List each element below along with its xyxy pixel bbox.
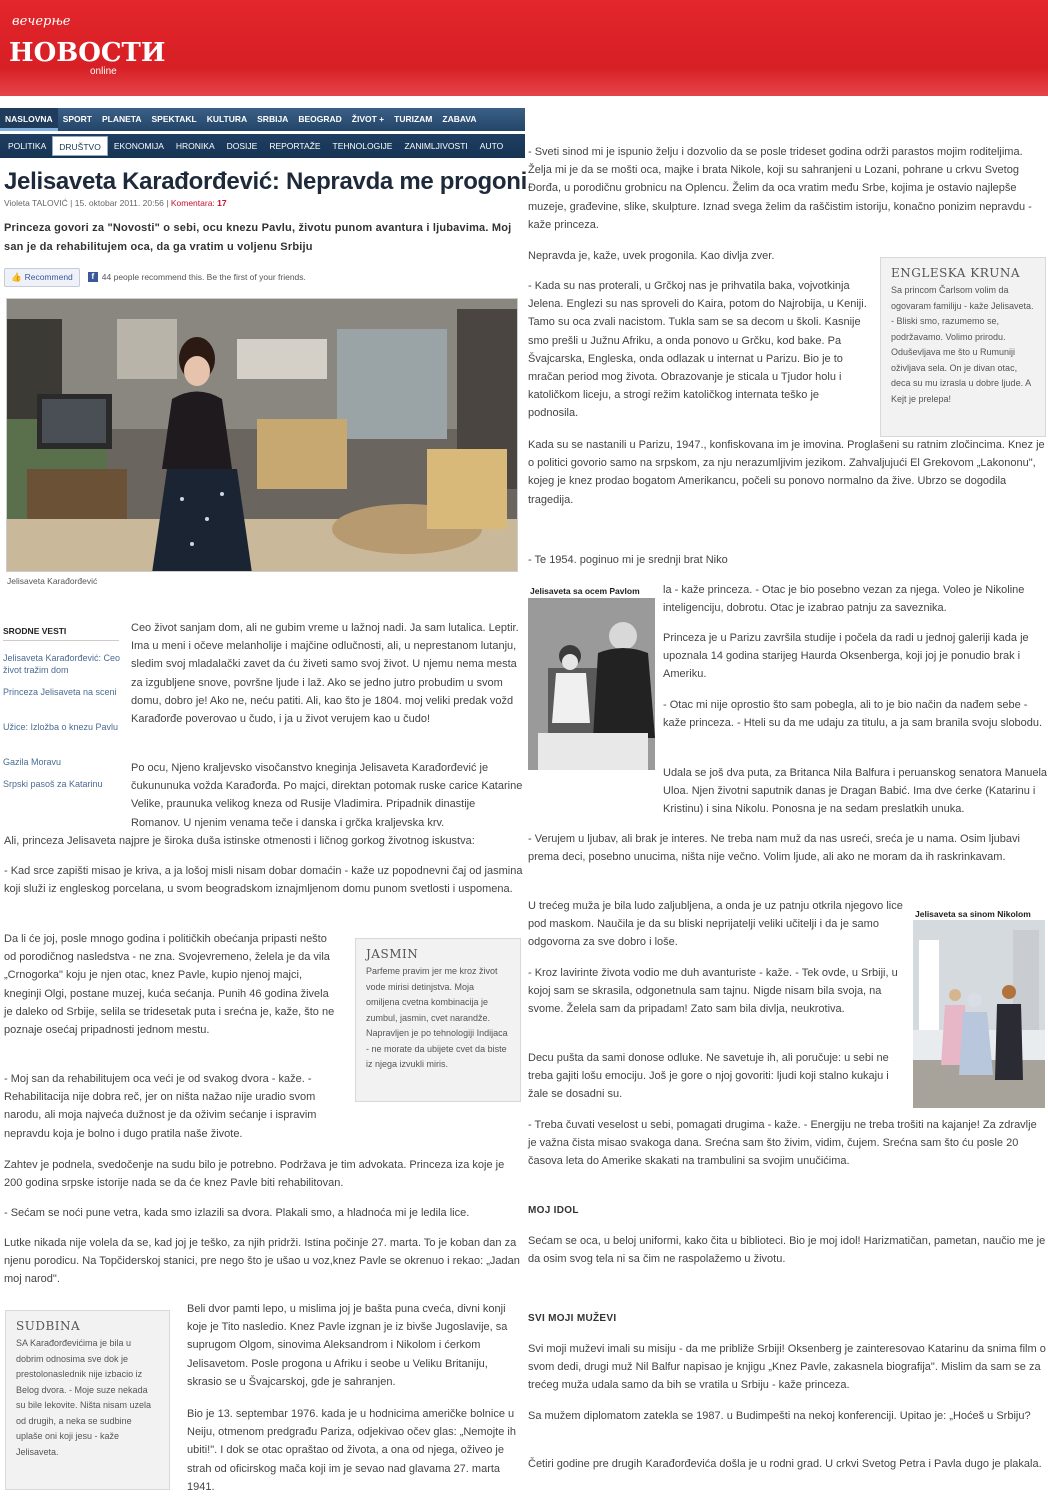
main-photo[interactable] xyxy=(6,298,518,572)
paragraph: Lutke nikada nije volela da se, kad joj je teško, za njih pridrži. Istina počinje 27. marta. To je koban dan za njenu porodicu. Na Topčiderskoj stanici, pre nego što je ušao u voz,knez Pavle se okrenuo i rekao: „Jadan moj narod". xyxy=(4,1237,520,1286)
paragraph: Svi moji muževi imali su misiju - da me približe Srbiji! Oksenberg je zainteresovao Katarinu da snima film o svom dedi, drugi muž Nil Balfur napisao je knjigu „Knez Pavle, zakasnela biografija". Mislim da sam se za trećeg muža udala samo da bih se vratila u Srbiju - kaže princeza. xyxy=(528,1343,1046,1392)
photo-with-father[interactable] xyxy=(528,598,655,770)
subnav-item-politika[interactable]: POLITIKA xyxy=(8,141,47,151)
nav-item-turizam[interactable]: TURIZAM xyxy=(394,114,433,124)
jasmin-box xyxy=(355,938,521,1102)
photo-son-illustration xyxy=(913,920,1045,1108)
publish-date: 15. oktobar 2011. 20:56 xyxy=(74,198,164,208)
author[interactable]: Violeta TALOVIĆ xyxy=(4,198,68,208)
nav-item-naslovna[interactable]: NASLOVNA xyxy=(0,108,58,131)
related-link[interactable]: Jelisaveta Karađorđević: Ceo život tražim dom xyxy=(3,653,121,675)
paragraph: Decu pušta da sami donose odluke. Ne savetuje ih, ali poručuje: u sebi ne treba gajiti lošu emociju. Još je gore o njoj govoriti: ljudi koji stalno kukaju i žale se dosadni su. xyxy=(528,1052,889,1101)
subnav-item-dosije[interactable]: DOSIJE xyxy=(226,141,258,151)
thumbs-up-icon: 👍 xyxy=(11,271,22,282)
comments-link[interactable] xyxy=(171,198,227,208)
article-lead: Princeza govori za "Novosti" o sebi, ocu knezu Pavlu, životu punom avantura i ljubavima. Moj san je da rehabilitujem oca, da ga vratim u voljenu Srbiju xyxy=(4,222,512,253)
section-heading-idol: MOJ IDOL xyxy=(528,1205,579,1216)
sudbina-box xyxy=(5,1310,170,1490)
paragraph: - Kad srce zapišti misao je kriva, a ja lošoj misli nisam dobar domaćin - kaže uz popodnevni čaj od jasmina koji služi iz engleskog porcelana, u svom beogradskom iznajmljenom domu punom svetlosti i uspomena. xyxy=(4,865,523,896)
paragraph: Princeza je u Parizu završila studije i počela da radi u jednoj galeriji kada je upoznala 14 godina starijeg Haurda Oksenberga, koji joj je ponudio brak i Ameriku. xyxy=(663,632,1029,681)
living-room-illustration xyxy=(7,299,518,572)
photo-with-son[interactable] xyxy=(913,920,1045,1108)
box-text: Parfeme pravim jer me kroz život vode mirisi detinjstva. Moja omiljena cvetna kombinacija je zumbul, jasmin, cvet narandže. Napravljen je po tehnologiji Indijaca - ne morate da ubijete cvet da biste iz njega izvukli miris. xyxy=(366,966,508,1069)
related-link[interactable]: Srpski pasoš za Katarinu xyxy=(3,779,103,789)
box-text: SA Karađorđevićima je bila u dobrim odnosima sve dok je prestolonaslednik nije izbacio iz Belog dvora. - Moje suze nekada su bile lekovite. Ništa nisam uzela od drugih, a neka se sudbine uplaše oni koji jesu - kaže Jelisaveta. xyxy=(16,1338,152,1457)
nav-item-život[interactable]: ŽIVOT + xyxy=(351,114,385,124)
engleska-kruna-box xyxy=(880,257,1046,437)
nav-item-srbija[interactable]: SRBIJA xyxy=(257,114,289,124)
facebook-recommend-button[interactable] xyxy=(4,268,80,287)
divider xyxy=(3,640,119,641)
related-link[interactable]: Gazila Moravu xyxy=(3,757,62,767)
paragraph: Kada su se nastanili u Parizu, 1947., konfiskovana im je imovina. Proglašeni su ratnim zločincima. Knez je o politici govorio samo na srpskom, za nju nerazumljivim jezikom. Zahvaljujući El Grekovom „Lakononu", kojeg je knez prodao bogatom Amerikancu, počeli su ponovo normalno da žive. Ubrzo se dogodila tragedija. xyxy=(528,439,1045,506)
photo-caption-father: Jelisaveta sa ocem Pavlom xyxy=(530,586,640,596)
subnav-item-društvo[interactable]: DRUŠTVO xyxy=(52,136,108,156)
main-nav xyxy=(0,108,525,131)
nav-item-zabava[interactable]: ZABAVA xyxy=(442,114,477,124)
box-title: ENGLESKA KRUNA xyxy=(891,266,1021,280)
paragraph: - Te 1954. poginuo mi je srednji brat Niko xyxy=(528,554,728,566)
main-photo-caption: Jelisaveta Karađorđević xyxy=(7,576,98,586)
box-title: SUDBINA xyxy=(16,1319,81,1333)
paragraph: - Verujem u ljubav, ali brak je interes. Ne treba nam muž da nas usreći, sreća je u nama. Osim ljubavi prema deci, posebno unucima, ništa nije večno. Volim ljude, ali ako ne moram da ih raskrinkavam. xyxy=(528,833,1020,864)
paragraph: Da li će joj, posle mnogo godina i političkih obećanja pripasti nešto od porodičnog nasledstva - ne zna. Svojevremeno, želela je da vila „Crnogorka" koju je njen otac, knez Pavle, kupio njenoj majci, kneginji Olgi, postane muzej, kuća sećanja. Punih 46 godina živela je daleko od Srbije, selila se tridesetak puta i srećna je, kaže, što ne poznaje osećaj pripadnosti jednom mestu. xyxy=(4,933,335,1037)
paragraph: - Moj san da rehabilitujem oca veći je od svakog dvora - kaže. - Rehabilitacija nije dobra reč, jer on ništa nažao nije uradio svom narodu, ali moja najveća dužnost je da oživim sećanje i ispravim nepravdu koja je bolno i dugo pratila naše živote. xyxy=(4,1073,317,1140)
logo-novosti[interactable]: НОВОСТИ xyxy=(9,38,166,68)
photo-father-illustration xyxy=(528,598,655,770)
related-link[interactable]: Užice: Izložba o knezu Pavlu xyxy=(3,722,119,732)
nav-item-sport[interactable]: SPORT xyxy=(62,114,92,124)
paragraph: Nepravda je, kaže, uvek progonila. Kao divlja zver. xyxy=(528,250,775,262)
paragraph: Četiri godine pre drugih Karađorđevića došla je u rodni grad. U crkvi Svetog Petra i Pavla dugo je plakala. xyxy=(528,1458,1042,1470)
paragraph: U trećeg muža je bila ludo zaljubljena, a onda je uz patnju otkrila njegovo lice pod maskom. Naučila je da su bliski neprijatelji veliki učitelji i da je samo odgovorna za sve dobro i loše. xyxy=(528,900,903,949)
paragraph: - Sveti sinod mi je ispunio želju i dozvolio da se posle trideset godina održi parastos mojim roditeljima. Želja mi je da se mošti oca, majke i brata Nikole, koji su sahranjeni u Lozani, pohrane u crkvu Svetog Đorđa, u porodičnu grobnicu na Oplencu. Želim da oca vratim među Srbe, kojima je ostavio najlepše muzeje, građevine, slike, skulpture. Iznad svega želim da raščistim istoriju, konačno ponizim nepravdu - kaže princeza. xyxy=(528,146,1032,231)
paragraph: - Treba čuvati veselost u sebi, pomagati drugima - kaže. - Energiju ne treba trošiti na kajanje! Za zdravlje je važna čista misao svakoga dana. Srećna sam što živim, vidim, čujem. Srećna sam što ću posle 20 časova leta do Amerike skakati na trambulini sa svojim unučićima. xyxy=(528,1119,1037,1168)
paragraph: Bio je 13. septembar 1976. kada je u hodnicima američke bolnice u Neiju, otmenom predgrađu Pariza, odjekivao očev glas: „Nemojte ih ubiti!". I dok se otac opraštao od života, a ona od njega, oživeo je strah od oficirskog mača koji im je sevao nad glavama 27. marta 1941. xyxy=(187,1408,516,1493)
section-heading-muzevi: SVI MOJI MUŽEVI xyxy=(528,1313,617,1324)
facebook-recommend-text: 44 people recommend this. Be the first of your friends. xyxy=(101,272,306,282)
paragraph: Zahtev je podnela, svedočenje na sudu bilo je potrebno. Podržava je tim advokata. Princeza iza koje je 200 godina srpske istorije nada se da će knez Pavle biti rehabilitovan. xyxy=(4,1159,505,1190)
paragraph: - Kroz lavirinte života vodio me duh avanturiste - kaže. - Tek ovde, u Srbiji, u kojoj sam se skrasila, odgonetnula sam tajnu. Nigde nisam bila svoja, na svome. Želela sam da pripadam! Zato sam bila divlja, neukrotiva. xyxy=(528,967,898,1016)
paragraph: Udala se još dva puta, za Britanca Nila Balfura i peruanskog senatora Manuela Uloa. Njen životni saputnik danas je Dragan Babić. Ima dve ćerke (Katarinu i Kristinu) i sina Nikolu. Ponosna je na sedam preslatkih unuka. xyxy=(663,767,1048,816)
facebook-recommend-row xyxy=(4,267,306,287)
paragraph: Ali, princeza Jelisaveta najpre je široka duša istinske otmenosti i ličnog gorkog životnog iskustva: xyxy=(4,835,475,847)
nav-item-spektakl[interactable]: SPEKTAKL xyxy=(151,114,197,124)
article-title: Jelisaveta Karađorđević: Nepravda me progoni xyxy=(4,168,528,195)
sub-nav xyxy=(0,134,525,158)
paragraph: la - kaže princeza. - Otac je bio posebno vezan za njega. Voleo je Nikoline inteligenciju, dobrotu. Otac je izabrao patnju za saveznika. xyxy=(663,584,1025,615)
box-title: JASMIN xyxy=(366,947,419,961)
box-text: Sa princom Čarlsom volim da ogovaram familiju - kaže Jelisaveta. - Bliski smo, razumemo se, podržavamo. Volimo prirodu. Oduševljava me što u Rumuniji oživljava sela. On je divan otac, deca su mu izrasla u dobre ljude. A Kejt je prelepa! xyxy=(891,285,1034,404)
subnav-item-auto[interactable]: AUTO xyxy=(479,141,504,151)
subnav-item-reportaže[interactable]: REPORTAŽE xyxy=(269,141,321,151)
paragraph: Sa mužem diplomatom zatekla se 1987. u Budimpešti na nekoj konferenciji. Upitao je: „Hoćeš u Srbiju? xyxy=(528,1410,1031,1422)
photo-caption-son: Jelisaveta sa sinom Nikolom xyxy=(915,909,1031,919)
subnav-item-tehnologije[interactable]: TEHNOLOGIJE xyxy=(332,141,393,151)
paragraph: - Otac mi nije oprostio što sam pobegla, ali to je bio način da nađem sebe - kaže princeza. - Hteli su da me udaju za titulu, a ja sam branila svoju slobodu. xyxy=(663,699,1043,730)
nav-item-kultura[interactable]: KULTURA xyxy=(206,114,248,124)
comments-label[interactable]: Komentara: xyxy=(170,198,215,208)
paragraph: Ceo život sanjam dom, ali ne gubim vreme u lažnoj nadi. Ja sam lutalica. Leptir. Ima u meni i očeve melanholije i majčine odlučnosti, ali, u neprestanom lutanju, sledim svoj mladalački zavet da ću živeti samo svoj život. U njemu nema mesta za izgubljene snove, površne ljude i laž. Ako se jedno jutro probudim u svom domu, dobro je! Ako ne, neću patiti. Ali, kao što je 1804. moj veliki predak vožd Karađorđe poverovao u čudo, i ja u život verujem kao u čudo! xyxy=(131,622,519,726)
facebook-icon: f xyxy=(88,272,98,282)
paragraph: - Kada su nas proterali, u Grčkoj nas je prihvatila baka, vojvotkinja Jelena. Englezi su nas sproveli do Kaira, potom do Najrobija, u Keniji. Tamo su oca zvali nacistom. Tukla sam se sa decom u školi. Kasnije smo prešli u Južnu Afriku, a onda ponovo u Grčku, kod bake. Pa Švajcarska, Engleska, onda odlazak u internat u Parizu. Bio je to mračan period mog života. Obrazovanje je sticala u Tjudor holu i katoličkom liceju, a strogi režim katoličkog internata teško je podnosila. xyxy=(528,280,867,420)
paragraph: Sećam se oca, u beloj uniformi, kako čita u biblioteci. Bio je moj idol! Harizmatičan, pametan, naučio me je da osim svog tela ni sa čim ne raspolažemo u životu. xyxy=(528,1235,1046,1266)
recommend-label: Recommend xyxy=(24,271,73,282)
subnav-item-ekonomija[interactable]: EKONOMIJA xyxy=(113,141,164,151)
byline: Violeta TALOVIĆ | 15. oktobar 2011. 20:56 | Komentara: 17 xyxy=(4,198,227,208)
logo-vecernje[interactable]: вечерње xyxy=(12,14,71,29)
subnav-item-zanimljivosti[interactable]: ZANIMLJIVOSTI xyxy=(404,141,468,151)
paragraph: - Sećam se noći pune vetra, kada smo izlazili sa dvora. Plakali smo, a hladnoća mi je ledila lice. xyxy=(4,1207,470,1219)
subnav-item-hronika[interactable]: HRONIKA xyxy=(175,141,215,151)
paragraph: Po ocu, Njeno kraljevsko visočanstvo kneginja Jelisaveta Karađorđević je čukununuka vožda Karađorđa. Po majci, direktan potomak ruske carice Katarine Velike, praunuka velikog kneza od Rusije Vladimira. Pripadnik dinastije Romanov. U njenim venama teče i danska i grčka kraljevska krv. xyxy=(131,762,523,829)
nav-item-planeta[interactable]: PLANETA xyxy=(101,114,142,124)
comments-count[interactable]: 17 xyxy=(217,198,227,208)
related-link[interactable]: Princeza Jelisaveta na sceni xyxy=(3,687,117,697)
paragraph: Beli dvor pamti lepo, u mislima joj je bašta puna cveća, divni konji koje je Tito nasledio. Knez Pavle izgnan je iz bivše Jugoslavije, sa suprugom Olgom, sinovima Aleksandrom i Nikolom i ćerkom Jelisavetom. Posle progona u Afriku i seobe u Veliku Britaniju, skrasio se u Švajcarskoj, gde je sahranjen. xyxy=(187,1303,508,1388)
logo-online: online xyxy=(90,66,117,77)
nav-item-beograd[interactable]: BEOGRAD xyxy=(298,114,342,124)
related-heading: SRODNE VESTI xyxy=(3,626,67,636)
